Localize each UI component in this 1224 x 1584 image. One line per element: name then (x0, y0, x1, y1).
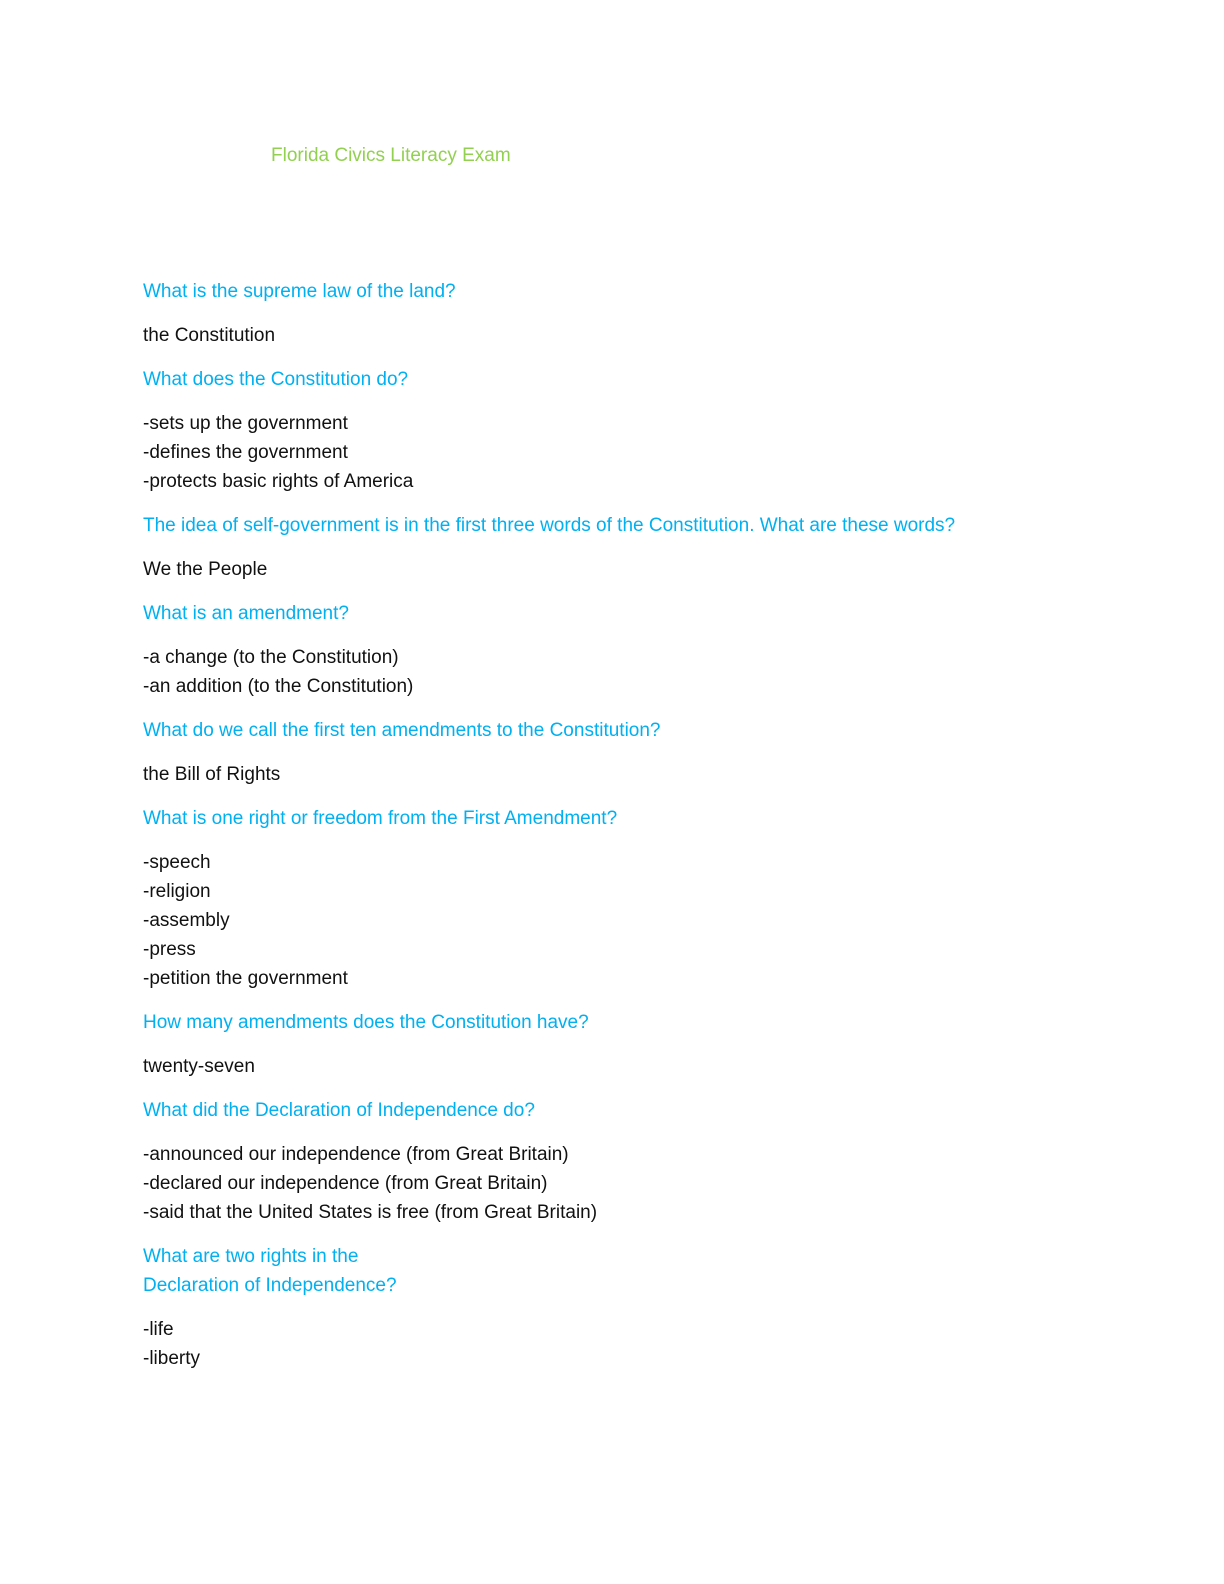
question-text: What did the Declaration of Independence do? (143, 1100, 535, 1121)
answer-text: -said that the United States is free (from Great Britain) (143, 1202, 598, 1223)
document-title: Florida Civics Literacy Exam (271, 145, 511, 166)
answer-text: -speech (143, 852, 211, 873)
question-text: The idea of self-government is in the first three words of the Constitution. What are these words? (143, 515, 956, 536)
answer-2 (143, 409, 1143, 496)
answer-text: -life (143, 1319, 174, 1340)
question-text: Declaration of Independence? (143, 1275, 397, 1296)
answer-9 (143, 1315, 1143, 1373)
question-text: What is the supreme law of the land? (143, 281, 456, 302)
answer-text: the Bill of Rights (143, 764, 281, 785)
qa-list (143, 277, 1143, 1388)
question-8 (143, 1096, 1143, 1125)
answer-3 (143, 555, 1143, 584)
question-9 (143, 1242, 1143, 1300)
question-text: What does the Constitution do? (143, 369, 409, 390)
question-text: What do we call the first ten amendments to the Constitution? (143, 720, 661, 741)
question-text: What are two rights in the (143, 1246, 359, 1267)
answer-8 (143, 1140, 1143, 1227)
question-3 (143, 511, 1143, 540)
answer-4 (143, 643, 1143, 701)
answer-text: -petition the government (143, 968, 348, 989)
question-5 (143, 716, 1143, 745)
answer-text: the Constitution (143, 325, 276, 346)
question-text: What is an amendment? (143, 603, 349, 624)
answer-text: -sets up the government (143, 413, 348, 434)
question-4 (143, 599, 1143, 628)
answer-1 (143, 321, 1143, 350)
question-6 (143, 804, 1143, 833)
answer-text: -press (143, 939, 196, 960)
answer-text: -announced our independence (from Great Britain) (143, 1144, 569, 1165)
question-1 (143, 277, 1143, 306)
question-text: What is one right or freedom from the First Amendment? (143, 808, 618, 829)
answer-text: -declared our independence (from Great Britain) (143, 1173, 548, 1194)
answer-6 (143, 848, 1143, 993)
answer-text: -a change (to the Constitution) (143, 647, 399, 668)
answer-text: We the People (143, 559, 268, 580)
answer-text: -an addition (to the Constitution) (143, 676, 414, 697)
answer-text: -liberty (143, 1348, 201, 1369)
answer-text: -defines the government (143, 442, 348, 463)
question-7 (143, 1008, 1143, 1037)
answer-text: -assembly (143, 910, 230, 931)
answer-text: twenty-seven (143, 1056, 255, 1077)
answer-text: -religion (143, 881, 211, 902)
question-2 (143, 365, 1143, 394)
question-text: How many amendments does the Constitution have? (143, 1012, 589, 1033)
answer-7 (143, 1052, 1143, 1081)
answer-5 (143, 760, 1143, 789)
answer-text: -protects basic rights of America (143, 471, 414, 492)
